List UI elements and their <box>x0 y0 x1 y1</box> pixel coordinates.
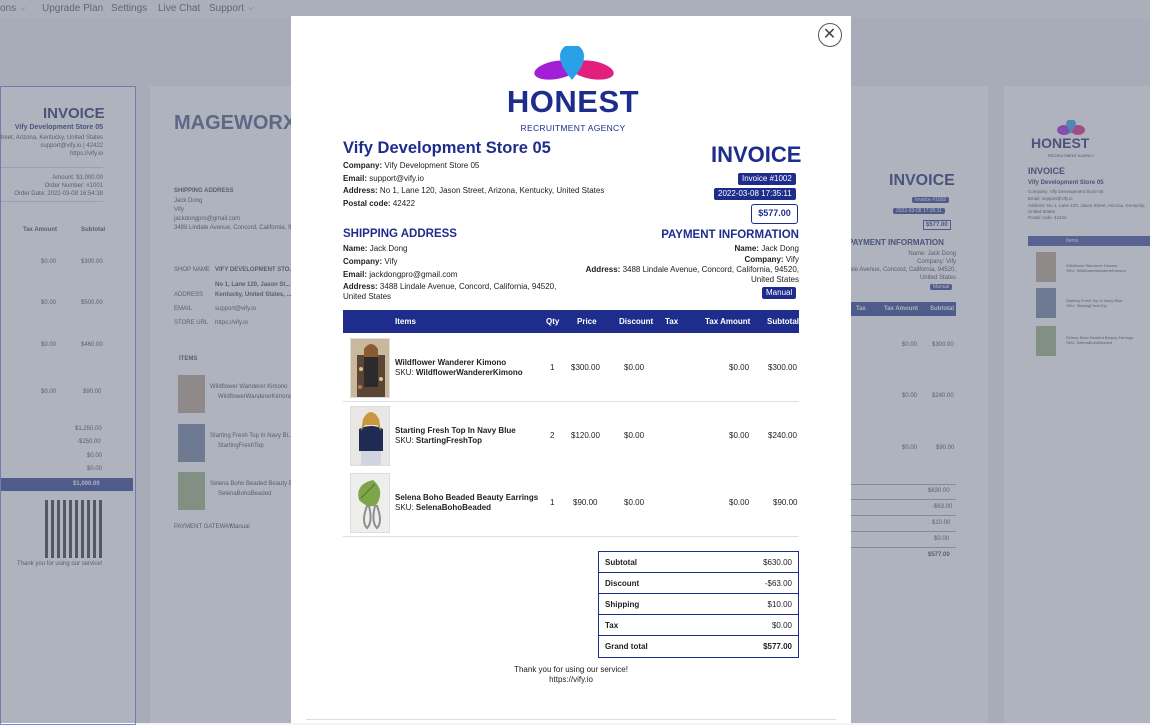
table-row <box>343 334 799 402</box>
table-row <box>343 469 799 537</box>
totals-value: $0.00 <box>771 621 792 630</box>
product-subtotal: $300.00 <box>768 363 797 372</box>
modal-divider <box>306 719 836 720</box>
totals-value: $577.00 <box>763 642 792 651</box>
table-row <box>343 402 799 470</box>
product-sku: SKU: StartingFreshTop <box>395 436 482 445</box>
product-image <box>350 406 390 466</box>
totals-label: Tax <box>605 621 619 630</box>
totals-value: -$63.00 <box>764 579 792 588</box>
col-subtotal: Subtotal <box>767 317 799 326</box>
product-image <box>350 338 390 398</box>
col-price: Price <box>577 317 597 326</box>
product-qty: 1 <box>550 363 555 372</box>
product-qty: 2 <box>550 431 555 440</box>
payment-address-line2: United States <box>750 275 799 284</box>
totals-label: Grand total <box>605 642 648 651</box>
product-price: $90.00 <box>573 498 598 507</box>
col-qty: Qty <box>546 317 560 326</box>
shipping-title: SHIPPING ADDRESS <box>343 228 457 240</box>
product-price: $120.00 <box>571 431 600 440</box>
thanks-text: Thank you for using our service! <box>514 665 628 674</box>
product-discount: $0.00 <box>624 363 645 372</box>
totals-row-discount <box>599 573 798 594</box>
product-name: Starting Fresh Top In Navy Blue <box>395 426 516 435</box>
shipping-company: Company: Vify <box>343 257 398 266</box>
invoice-total-badge: $577.00 <box>751 204 798 224</box>
product-image <box>350 473 390 533</box>
shipping-address-line2: United States <box>343 292 392 301</box>
store-url: https://vify.io <box>549 675 593 684</box>
totals-label: Shipping <box>605 600 640 609</box>
totals-value: $630.00 <box>763 558 792 567</box>
col-tax-amount: Tax Amount <box>705 317 751 326</box>
product-subtotal: $240.00 <box>768 431 797 440</box>
payment-company: Company: Vify <box>744 255 799 264</box>
payment-title: PAYMENT INFORMATION <box>661 229 799 241</box>
store-name: Vify Development Store 05 <box>343 139 551 157</box>
col-discount: Discount <box>619 317 654 326</box>
product-discount: $0.00 <box>624 498 645 507</box>
store-company: Company: Vify Development Store 05 <box>343 161 480 170</box>
totals-label: Subtotal <box>605 558 637 567</box>
invoice-date-badge: 2022-03-08 17:35:11 <box>714 188 796 200</box>
col-tax: Tax <box>665 317 679 326</box>
close-button[interactable] <box>818 23 842 47</box>
store-address: Address: No 1, Lane 120, Jason Street, Arizona, Kentucky, United States <box>343 186 605 195</box>
product-discount: $0.00 <box>624 431 645 440</box>
product-name: Wildflower Wanderer Kimono <box>395 358 507 367</box>
honest-logo <box>492 46 654 136</box>
store-email: Email: support@vify.io <box>343 174 424 183</box>
invoice-number-badge: Invoice #1002 <box>738 173 796 185</box>
shipping-email: Email: jackdongpro@gmail.com <box>343 270 458 279</box>
logo-subtitle: RECRUITMENT AGENCY <box>520 123 626 133</box>
shipping-address: Address: 3488 Lindale Avenue, Concord, California, 94520, <box>343 282 557 291</box>
product-name: Selena Boho Beaded Beauty Earrings <box>395 493 539 502</box>
totals-table <box>598 551 799 658</box>
totals-value: $10.00 <box>767 600 792 609</box>
col-items: Items <box>395 317 416 326</box>
product-sku: SKU: WildflowerWandererKimono <box>395 368 523 377</box>
logo-wordmark: HONEST <box>506 84 640 119</box>
product-price: $300.00 <box>571 363 600 372</box>
totals-label: Discount <box>605 579 640 588</box>
honest-logo-mark <box>492 46 654 86</box>
payment-name: Name: Jack Dong <box>734 244 799 253</box>
product-tax-amount: $0.00 <box>729 431 750 440</box>
totals-row-subtotal <box>599 552 798 573</box>
product-sku: SKU: SelenaBohoBeaded <box>395 503 492 512</box>
store-postal-code: Postal code: 42422 <box>343 199 416 208</box>
payment-method-badge: Manual <box>762 287 796 299</box>
totals-row-grand-total <box>599 636 798 657</box>
payment-address: Address: 3488 Lindale Avenue, Concord, California, 94520, <box>585 265 799 274</box>
close-icon: ✕ <box>822 26 837 43</box>
product-tax-amount: $0.00 <box>729 363 750 372</box>
product-qty: 1 <box>550 498 555 507</box>
shipping-name: Name: Jack Dong <box>343 244 408 253</box>
invoice-title: INVOICE <box>711 142 802 167</box>
product-subtotal: $90.00 <box>773 498 798 507</box>
thank-you-note <box>491 665 651 685</box>
product-tax-amount: $0.00 <box>729 498 750 507</box>
totals-row-tax <box>599 615 798 636</box>
totals-row-shipping <box>599 594 798 615</box>
items-table-header <box>343 310 799 333</box>
